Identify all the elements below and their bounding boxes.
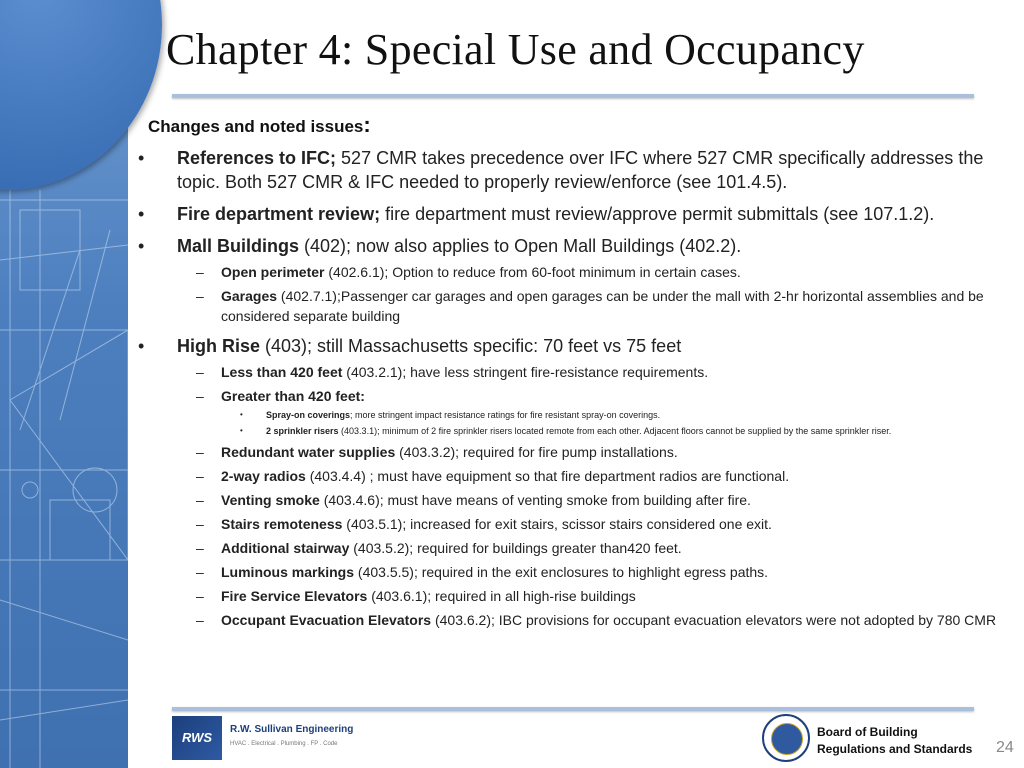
subheading: Changes and noted issues:	[148, 112, 371, 137]
rws-mark: RWS	[172, 716, 222, 760]
rws-tagline: HVAC . Electrical . Plumbing . FP . Code	[230, 741, 338, 747]
sub-list-item: – Redundant water supplies (403.3.2); required for fire pump installations.	[196, 444, 678, 460]
sub-list-item: – Fire Service Elevators (403.6.1); required in all high-rise buildings	[196, 588, 636, 604]
sub-list-item: – Garages (402.7.1);Passenger car garages and open garages can be under the mall with 2-hr horizontal assemblies and be considered separate building	[196, 288, 984, 324]
sub-list-item: – 2-way radios (403.4.4) ; must have equipment so that fire department radios are functional.	[196, 468, 790, 484]
sub-sub-list-item: • Spray-on coverings; more stringent impact resistance ratings for fire resistant spray-on coverings.	[240, 410, 661, 420]
board-name: Board of Building Regulations and Standards	[817, 725, 973, 756]
massachusetts-seal-icon	[762, 714, 810, 762]
sub-list-item: – Venting smoke (403.4.6); must have means of venting smoke from building after fire.	[196, 492, 751, 508]
rws-name: R.W. Sullivan Engineering	[230, 724, 354, 735]
rws-logo	[172, 716, 358, 760]
sub-list-item: – Greater than 420 feet:	[196, 388, 365, 404]
title-divider	[172, 94, 974, 98]
slide-content	[136, 112, 1016, 630]
page-title: Chapter 4: Special Use and Occupancy	[166, 25, 865, 74]
list-item: • Fire department review; fire department must review/approve permit submittals (see 107.1.2).	[138, 204, 935, 224]
list-item: • References to IFC; 527 CMR takes precedence over IFC where 527 CMR specifically addresses the topic. Both 527 CMR & IFC needed to properly review/enforce (see 101.4.5).	[138, 148, 984, 192]
list-item: • High Rise (403); still Massachusetts specific: 70 feet vs 75 feet	[138, 336, 682, 356]
sub-sub-list-item: • 2 sprinkler risers (403.3.1); minimum of 2 fire sprinkler risers located remote from each other. Adjacent floors cannot be supplied by the same sprinkler riser.	[240, 426, 892, 436]
list-item: • Mall Buildings (402); now also applies to Open Mall Buildings (402.2).	[138, 236, 742, 256]
page-number: 24	[996, 739, 1014, 756]
sub-list-item: – Open perimeter (402.6.1); Option to reduce from 60-foot minimum in certain cases.	[196, 264, 741, 280]
footer-divider	[172, 707, 974, 711]
sub-list-item: – Stairs remoteness (403.5.1); increased for exit stairs, scissor stairs considered one exit.	[196, 516, 772, 532]
sub-list-item: – Luminous markings (403.5.5); required in the exit enclosures to highlight egress paths.	[196, 564, 769, 580]
sub-list-item: – Occupant Evacuation Elevators (403.6.2); IBC provisions for occupant evacuation elevators were not adopted by 780 CMR	[196, 612, 997, 628]
sub-list-item: – Additional stairway (403.5.2); required for buildings greater than420 feet.	[196, 540, 682, 556]
sub-list-item: – Less than 420 feet (403.2.1); have less stringent fire-resistance requirements.	[196, 364, 709, 380]
